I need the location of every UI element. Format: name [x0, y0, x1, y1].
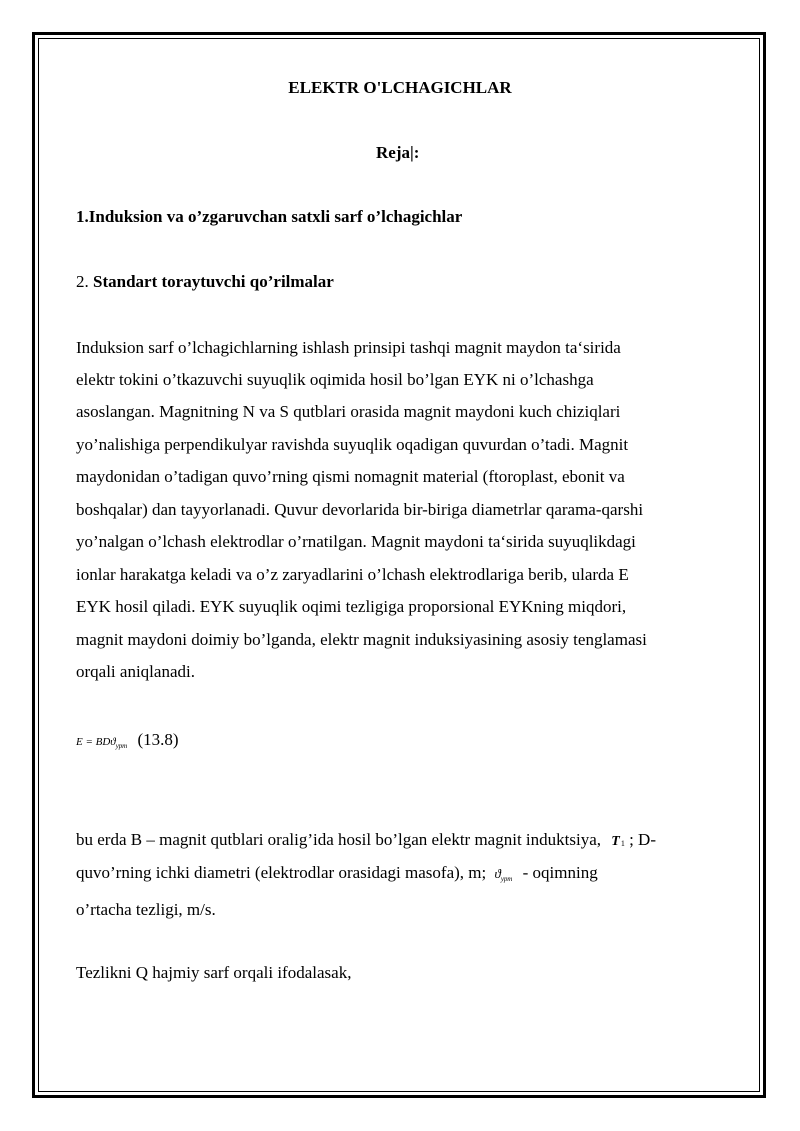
paragraph-line: orqali aniqlanadi. — [76, 662, 195, 681]
plan-item-2-number: 2. — [76, 272, 93, 291]
explanation-line-2 — [76, 857, 598, 893]
equation — [76, 724, 179, 760]
explanation-line-3: o’rtacha tezligi, m/s. — [76, 900, 216, 919]
plan-item-1: 1.Induksion va o’zgaruvchan satxli sarf o’lchagichlar — [76, 207, 463, 226]
paragraph-line: yo’nalgan o’lchash elektrodlar o’rnatilgan. Magnit maydoni ta‘sirida suyuqlikdagi — [76, 532, 636, 551]
equation-number: (13.8) — [137, 730, 179, 749]
paragraph-line: ionlar harakatga keladi va o’z zaryadlarini o’lchash elektrodlariga berib, ularda E — [76, 565, 629, 584]
tesla-symbol: T — [611, 834, 620, 849]
plan-item-2 — [76, 266, 334, 299]
paragraph-line: asoslangan. Magnitning N va S qutblari orasida magnit maydoni kuch chiziqlari — [76, 402, 621, 421]
document-title: ELEKTR O'LCHAGICHLAR — [288, 78, 512, 97]
plan-heading: Reja|: — [376, 143, 420, 162]
closing-line: Tezlikni Q hajmiy sarf orqali ifodalasak, — [76, 963, 352, 982]
explanation-text: - oqimning — [522, 863, 598, 882]
equation-expression: E = BDϑ — [76, 736, 116, 748]
plan-item-2-text: Standart toraytuvchi qo’rilmalar — [93, 272, 334, 291]
velocity-symbol: ϑ — [494, 866, 501, 881]
paragraph-line: maydonidan o’tadigan quvo’rning qismi nomagnit material (ftoroplast, ebonit va — [76, 467, 625, 486]
paragraph-line: yo’nalishiga perpendikulyar ravishda suyuqlik oqadigan quvurdan o’tadi. Magnit — [76, 435, 629, 454]
explanation-text: quvo’rning ichki diametri (elektrodlar orasidagi masofa), m; — [76, 863, 487, 882]
paragraph-line: elektr tokini o’tkazuvchi suyuqlik oqimida hosil bo’lgan EYK ni o’lchashga — [76, 370, 594, 389]
explanation-text: ; D- — [629, 830, 656, 849]
paragraph-line: EYK hosil qiladi. EYK suyuqlik oqimi tezligiga proporsional EYKning miqdori, — [76, 597, 627, 616]
explanation-text: bu erda B – magnit qutblari oralig’ida hosil bo’lgan elektr magnit induktsiya, — [76, 830, 601, 849]
paragraph-line: Induksion sarf o’lchagichlarning ishlash prinsipi tashqi magnit maydon ta‘sirida — [76, 338, 621, 357]
tesla-subscript: 1 — [620, 839, 625, 848]
explanation-line-1 — [76, 824, 656, 860]
velocity-subscript: урт — [500, 875, 513, 883]
paragraph-line: boshqalar) dan tayyorlanadi. Quvur devorlarida bir-biriga diametrlar qarama-qarshi — [76, 500, 644, 519]
equation-subscript: урт — [115, 742, 128, 750]
paragraph-line: magnit maydoni doimiy bo’lganda, elektr magnit induksiyasining asosiy tenglamasi — [76, 630, 647, 649]
